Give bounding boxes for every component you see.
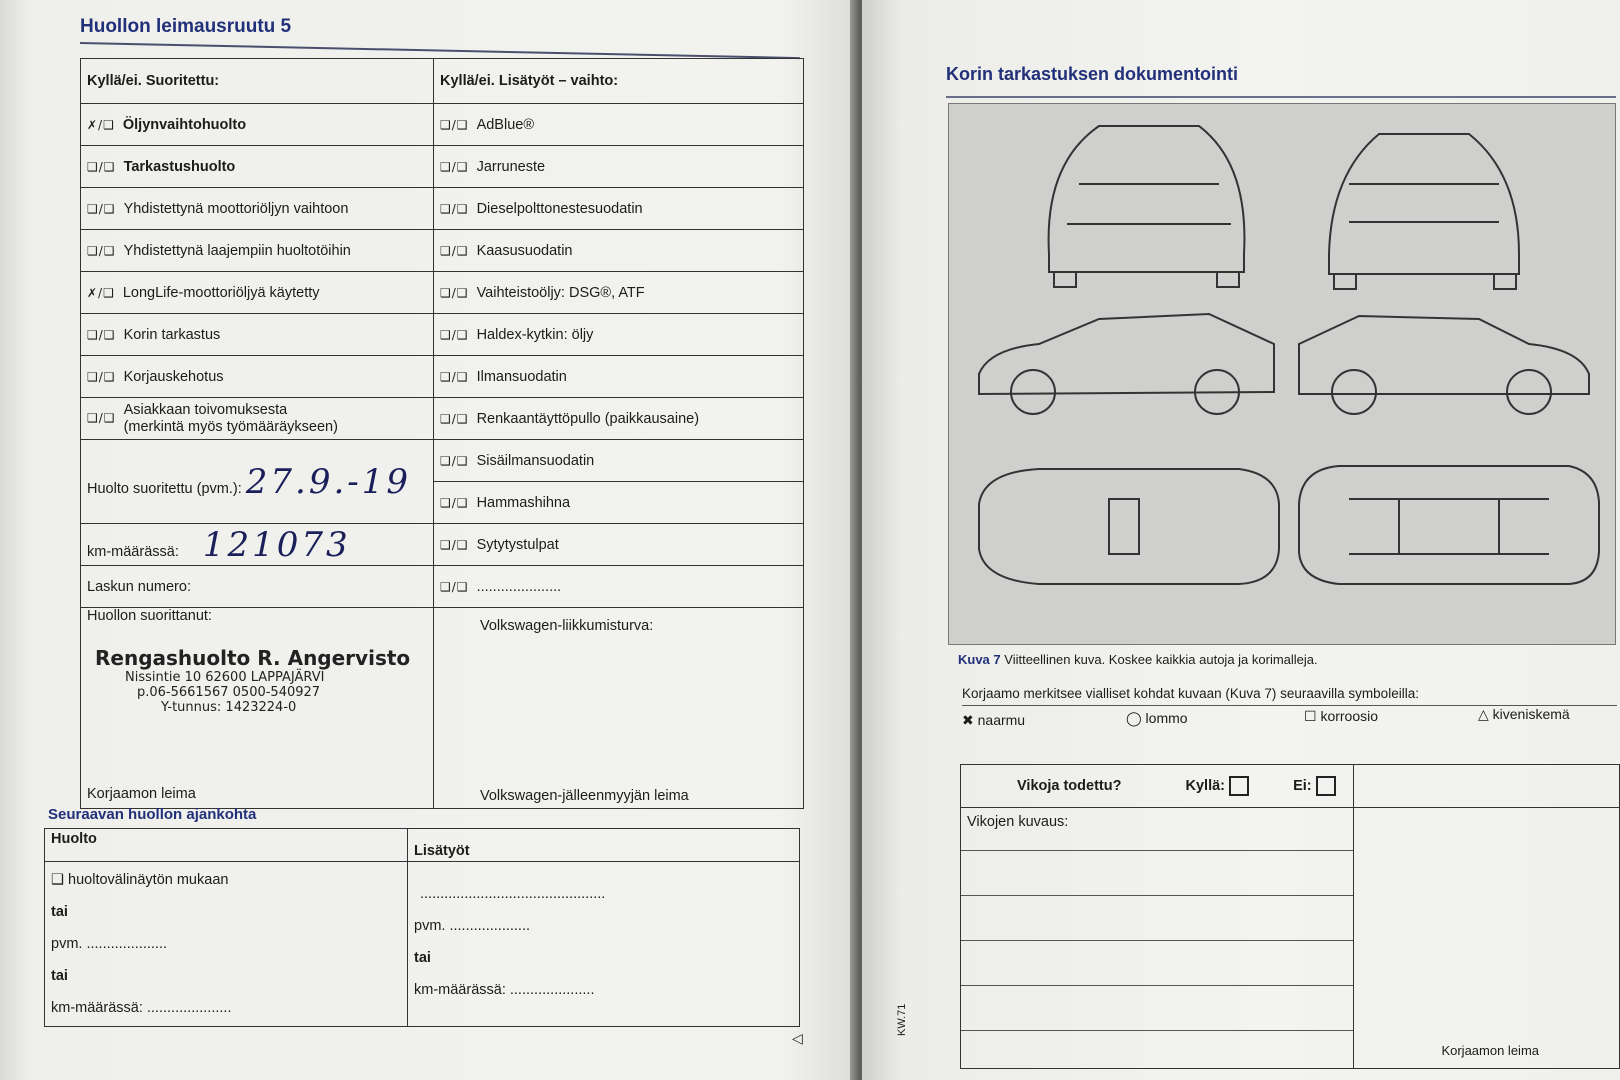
extra-row[interactable]: ❑/❑ Vaihteistoöljy: DSG®, ATF [434,272,804,314]
description-line[interactable] [961,941,1353,986]
workshop-stamp-label: Korjaamon leima [87,786,196,802]
stone-chip-symbol: △ kiveniskemä [1478,706,1570,722]
item-row[interactable]: ✗/❑ Öljynvaihtohuolto [81,104,434,146]
page-title: Huollon leimausruutu 5 [80,16,292,37]
checkbox[interactable]: ❑/❑ [440,453,469,468]
item-row[interactable]: ❑/❑ Tarkastushuolto [81,146,434,188]
extra-row[interactable]: ❑/❑ Haldex-kytkin: öljy [434,314,804,356]
page-corner-arrow-icon: ◁ [792,1030,803,1046]
checkbox[interactable]: ❑/❑ [440,369,469,384]
col-extra-header: Kyllä/ei. Lisätyöt – vaihto: [434,59,804,104]
car-underside-icon [1299,466,1599,584]
corrosion-symbol: ☐ korroosio [1304,708,1379,724]
description-line[interactable] [961,896,1353,941]
car-sketch[interactable] [948,103,1616,645]
invoice-cell[interactable]: Laskun numero: [81,566,434,608]
workshop-stamp-cell[interactable]: Korjaamon leima [1354,808,1620,1069]
page-title: Korin tarkastuksen dokumentointi [946,64,1239,84]
extra-date-field[interactable]: pvm. .................... [414,918,531,934]
title-rule [80,42,800,59]
figure-caption: Kuva 7 Viitteellinen kuva. Koskee kaikkia autoja ja korimalleja. [958,652,1318,667]
workshop-stamp: Rengashuolto R. Angervisto Nissintie 10 62600 LAPPAJÄRVI p.06-5661567 0500-540927 Y-tunnus: 1423224-0 [95,646,411,715]
checkbox[interactable]: ❑/❑ [440,243,469,258]
checkbox[interactable]: ❑/❑ [87,201,116,216]
checkbox[interactable]: ❑/❑ [87,159,116,174]
checkbox[interactable]: ❑/❑ [440,285,469,300]
symbol-instruction: Korjaamo merkitsee vialliset kohdat kuvaan (Kuva 7) seuraavilla symboleilla: [962,686,1419,701]
performer-cell[interactable]: Huollon suorittanut: Rengashuolto R. Angervisto Nissintie 10 62600 LAPPAJÄRVI p.06-5661567 0500-540927 Y-tunnus: 1423224-0 Korjaamon leima [81,608,434,809]
checkbox[interactable]: ❑/❑ [440,495,469,510]
service-date-value[interactable]: 27.9.-19 [245,461,412,502]
km-field[interactable]: km-määrässä: ..................... [51,1000,232,1016]
item-row[interactable]: ❑/❑ Korin tarkastus [81,314,434,356]
item-row[interactable]: ✗/❑ LongLife-moottoriöljyä käytetty [81,272,434,314]
extra-row[interactable]: ❑/❑ Jarruneste [434,146,804,188]
item-row[interactable]: ❑/❑ Yhdistettynä laajempiin huoltotöihin [81,230,434,272]
next-service-title: Seuraavan huollon ajankohta [48,806,257,823]
extra-field[interactable]: .............................................. [420,886,606,902]
dent-symbol: ◯ lommo [1126,710,1188,726]
checkbox[interactable]: ❑/❑ [440,411,469,426]
header-blank [1354,765,1620,808]
checkbox[interactable]: ❑/❑ [87,327,116,342]
car-drawings [949,104,1615,644]
next-service-options[interactable]: ❑ huoltovälinäytön mukaan tai pvm. .................... tai km-määrässä: ..................... [45,862,408,1027]
next-extra-options[interactable]: .............................................. pvm. .................... tai km-määrässä: ..................... [408,862,800,1027]
checkbox[interactable]: ❑/❑ [440,117,469,132]
checkbox[interactable]: ❑/❑ [87,243,116,258]
car-front-view-icon [1329,134,1519,289]
car-top-view-icon [979,469,1279,584]
description-line[interactable] [961,851,1353,896]
date-field[interactable]: pvm. .................... [51,936,168,952]
extra-km-field[interactable]: km-määrässä: ..................... [414,982,595,998]
description-line[interactable] [961,986,1353,1031]
service-date-cell[interactable]: Huolto suoritettu (pvm.): 27.9.-19 [81,440,434,524]
scratch-symbol: ✖ naarmu [962,712,1026,728]
side-code: KW.71 [896,1003,908,1036]
car-rear-view-icon [1049,126,1245,287]
next-service-table [44,828,800,1027]
defect-description-cell[interactable]: Vikojen kuvaus: [961,808,1354,1069]
stamp-grid [80,58,804,809]
checkbox-marked[interactable]: ✗/❑ [87,117,115,132]
checkbox[interactable]: ❑/❑ [440,159,469,174]
extra-row[interactable]: ❑/❑ Renkaantäyttöpullo (paikkausaine) [434,398,804,440]
extra-row[interactable]: ❑/❑ Dieselpolttonestesuodatin [434,188,804,230]
km-cell[interactable]: km-määrässä: 121073 [81,524,434,566]
interval-checkbox[interactable]: ❑ huoltovälinäytön mukaan [51,872,229,888]
km-value[interactable]: 121073 [202,524,351,565]
yes-checkbox[interactable] [1229,776,1249,796]
checkbox[interactable]: ❑/❑ [440,537,469,552]
extra-row[interactable]: ❑/❑ Kaasusuodatin [434,230,804,272]
extra-row[interactable]: ❑/❑ Ilmansuodatin [434,356,804,398]
defects-table [960,764,1620,1069]
checkbox[interactable]: ❑/❑ [87,411,116,426]
checkbox[interactable]: ❑/❑ [440,201,469,216]
vw-guarantee-cell[interactable]: Volkswagen-liikkumisturva: Volkswagen-jälleenmyyjän leima [434,608,804,809]
dealer-stamp-label: Volkswagen-jälleenmyyjän leima [480,788,689,804]
item-row[interactable]: ❑/❑ Yhdistettynä moottoriöljyn vaihtoon [81,188,434,230]
car-side-right-icon [1299,316,1589,414]
col-extra: Lisätyöt [408,829,800,862]
checkbox[interactable]: ❑/❑ [440,579,469,594]
extra-row[interactable]: ❑/❑ Sisäilmansuodatin [434,440,804,482]
checkbox[interactable]: ❑/❑ [87,369,116,384]
extra-row[interactable]: ❑/❑ Sytytystulpat [434,524,804,566]
extra-row[interactable]: ❑/❑ ..................... [434,566,804,608]
checkbox-marked[interactable]: ✗/❑ [87,285,115,300]
no-checkbox[interactable] [1316,776,1336,796]
defects-found-row: Vikoja todettu? Kyllä: Ei: [961,765,1354,808]
checkbox[interactable]: ❑/❑ [440,327,469,342]
title-rule [946,96,1616,98]
extra-row[interactable]: ❑/❑ AdBlue® [434,104,804,146]
extra-row[interactable]: ❑/❑ Hammashihna [434,482,804,524]
item-row[interactable]: ❑/❑ Korjauskehotus [81,356,434,398]
col-service: Huolto [45,829,408,862]
car-side-left-icon [979,314,1274,414]
item-row[interactable]: ❑/❑Asiakkaan toivomuksesta (merkintä myös työmääräykseen) [81,398,434,440]
col-done-header: Kyllä/ei. Suoritettu: [81,59,434,104]
